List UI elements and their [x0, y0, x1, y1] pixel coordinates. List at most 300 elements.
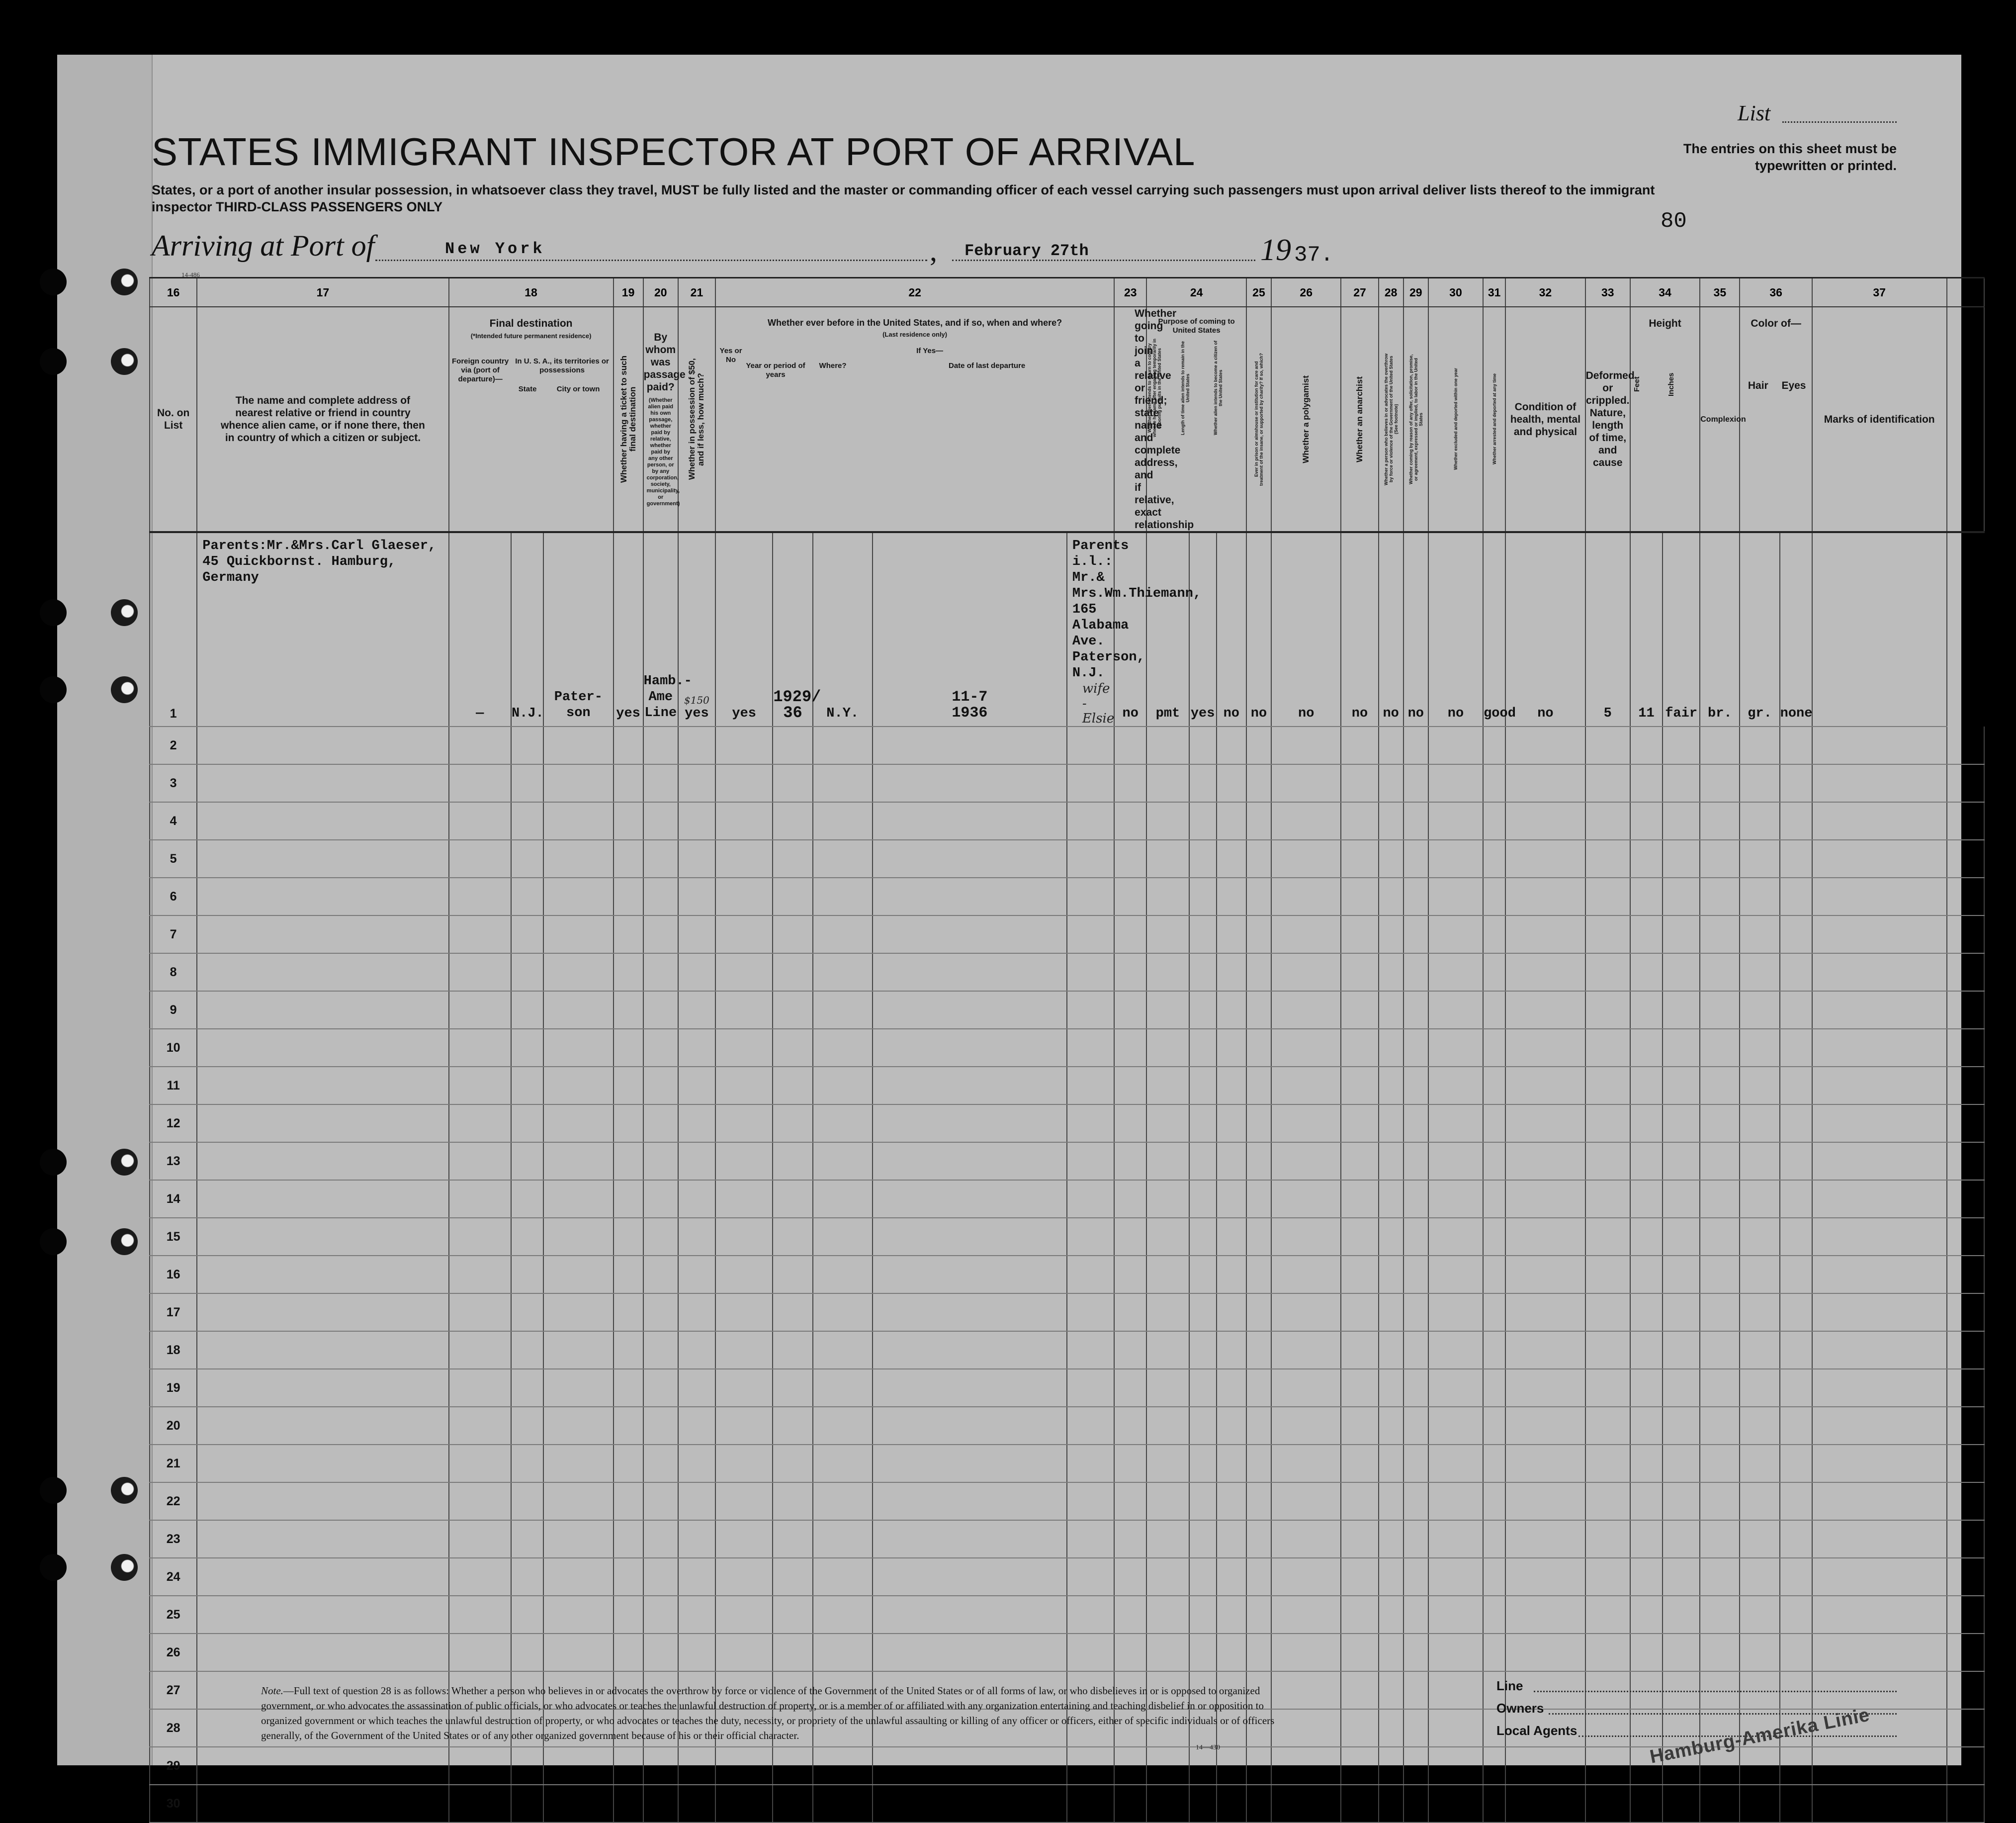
- table-cell: [1067, 1407, 1114, 1445]
- table-cell: [1379, 1785, 1403, 1823]
- table-cell: [773, 840, 812, 878]
- column-number: 16: [150, 278, 197, 307]
- table-cell: [1067, 1482, 1114, 1520]
- table-cell: [511, 1558, 543, 1596]
- table-cell: [449, 1634, 511, 1671]
- table-cell: [197, 1369, 448, 1407]
- table-cell: [643, 1407, 678, 1445]
- table-cell: [614, 1634, 643, 1671]
- table-row: [150, 915, 1984, 953]
- money-answer: yes: [685, 706, 709, 721]
- table-cell: [715, 1558, 773, 1596]
- table-cell: [1067, 1331, 1114, 1369]
- column-number: 28: [1379, 278, 1403, 307]
- before-in-us-value: yes: [715, 532, 773, 727]
- table-cell: [873, 1407, 1067, 1445]
- table-cell: [1379, 1445, 1403, 1482]
- table-cell: [1403, 1634, 1428, 1671]
- table-cell: [773, 1445, 812, 1482]
- table-cell: [1271, 1520, 1341, 1558]
- table-cell: [678, 1067, 715, 1104]
- money-handwritten: $150: [684, 694, 709, 706]
- table-cell: [1217, 1104, 1246, 1142]
- arrested-label: Whether arrested and deported at any time: [1491, 373, 1497, 465]
- table-cell: [1505, 953, 1585, 991]
- table-cell: [1189, 1331, 1217, 1369]
- table-cell: [1585, 915, 1630, 953]
- table-cell: [1114, 1369, 1146, 1407]
- table-cell: [1114, 1256, 1146, 1293]
- table-cell: [1740, 1520, 1779, 1558]
- table-cell: [614, 727, 643, 764]
- table-cell: [678, 1445, 715, 1482]
- column-number: 32: [1505, 278, 1585, 307]
- table-cell: [511, 878, 543, 915]
- table-cell: [643, 840, 678, 878]
- table-cell: [715, 953, 773, 991]
- table-cell: [715, 1104, 773, 1142]
- table-cell: [543, 802, 613, 840]
- row-number: 16: [150, 1256, 197, 1293]
- table-cell: [449, 1369, 511, 1407]
- table-cell: [715, 727, 773, 764]
- table-cell: [1505, 1104, 1585, 1142]
- table-cell: [1630, 764, 1663, 802]
- table-cell: [1947, 1634, 1984, 1671]
- table-cell: [1403, 802, 1428, 840]
- header-marks: Marks of identification: [1812, 307, 1947, 532]
- table-cell: [1780, 802, 1812, 840]
- table-cell: [1700, 1218, 1740, 1256]
- table-cell: [1403, 878, 1428, 915]
- table-cell: [1505, 991, 1585, 1029]
- table-cell: [1585, 1293, 1630, 1331]
- table-cell: [1428, 953, 1483, 991]
- period-label: Year or period of years: [746, 362, 805, 379]
- table-cell: [1114, 1180, 1146, 1218]
- table-cell: [1271, 1369, 1341, 1407]
- table-cell: [1217, 1180, 1246, 1218]
- row-number: 27: [150, 1671, 197, 1709]
- column-number: 29: [1403, 278, 1428, 307]
- table-cell: [1428, 1520, 1483, 1558]
- yes-no-label: Yes or No: [719, 347, 742, 364]
- table-cell: [643, 1558, 678, 1596]
- table-cell: [643, 953, 678, 991]
- table-cell: [813, 1067, 873, 1104]
- table-cell: [1947, 840, 1984, 878]
- table-cell: [1189, 1785, 1217, 1823]
- table-cell: [1585, 1331, 1630, 1369]
- table-cell: [1663, 1331, 1700, 1369]
- table-cell: [1189, 1445, 1217, 1482]
- table-cell: [1246, 1029, 1271, 1067]
- table-cell: [1146, 1293, 1189, 1331]
- table-cell: [1246, 1747, 1271, 1785]
- table-cell: [1780, 915, 1812, 953]
- table-cell: [1483, 1634, 1505, 1671]
- column-number: 23: [1114, 278, 1146, 307]
- table-cell: [715, 1293, 773, 1331]
- table-cell: [1067, 1029, 1114, 1067]
- table-cell: [1947, 1256, 1984, 1293]
- eyes-label: Eyes: [1781, 380, 1806, 391]
- table-cell: [1403, 840, 1428, 878]
- row-number: 14: [150, 1180, 197, 1218]
- table-cell: [543, 1445, 613, 1482]
- table-cell: [1189, 1256, 1217, 1293]
- table-cell: [1812, 1558, 1947, 1596]
- table-row: [150, 878, 1984, 915]
- table-cell: [1585, 1067, 1630, 1104]
- column-number-row: [150, 278, 1984, 307]
- table-cell: [1663, 1067, 1700, 1104]
- table-cell: [614, 840, 643, 878]
- table-cell: [1379, 764, 1403, 802]
- table-cell: [813, 840, 873, 878]
- offer-label: Whether coming by reason of any offer, solicitation, promise, or agreement, expressed or implied, to labor in the United States: [1408, 354, 1423, 484]
- table-cell: [511, 1180, 543, 1218]
- table-cell: [1246, 727, 1271, 764]
- table-cell: [1780, 1104, 1812, 1142]
- table-cell: [1740, 1445, 1779, 1482]
- table-cell: [543, 1634, 613, 1671]
- table-cell: [1217, 1747, 1246, 1785]
- table-cell: [1217, 1785, 1246, 1823]
- line-label: Line: [1496, 1678, 1523, 1693]
- table-cell: [1780, 1671, 1812, 1709]
- table-cell: [449, 1104, 511, 1142]
- table-cell: [1146, 802, 1189, 840]
- table-cell: [197, 1029, 448, 1067]
- page-number: 80: [1661, 209, 1687, 234]
- table-cell: [1947, 1029, 1984, 1067]
- table-cell: [1630, 1104, 1663, 1142]
- column-number: 18: [449, 278, 614, 307]
- table-cell: [1189, 878, 1217, 915]
- table-cell: [873, 1029, 1067, 1067]
- table-cell: [1947, 1218, 1984, 1256]
- money-label: Whether in possession of $50, and if less, how much?: [687, 358, 706, 480]
- table-cell: [511, 802, 543, 840]
- table-cell: [1947, 1293, 1984, 1331]
- final-destination-subtitle: (*Intended future permanent residence): [470, 332, 592, 340]
- table-cell: [1341, 1180, 1378, 1218]
- table-cell: [1341, 1445, 1378, 1482]
- table-cell: [1483, 1596, 1505, 1634]
- table-cell: [1663, 1785, 1700, 1823]
- table-cell: [1505, 727, 1585, 764]
- inches-value: 11: [1630, 532, 1663, 727]
- table-cell: [197, 915, 448, 953]
- table-cell: [643, 1747, 678, 1785]
- table-cell: [614, 1785, 643, 1823]
- table-cell: [1585, 1369, 1630, 1407]
- table-cell: [1146, 1482, 1189, 1520]
- row-number: 29: [150, 1747, 197, 1785]
- table-cell: [678, 1256, 715, 1293]
- table-cell: [449, 727, 511, 764]
- table-cell: [1189, 1747, 1217, 1785]
- header-no-on-list: No. on List: [150, 307, 197, 532]
- column-number: 31: [1483, 278, 1505, 307]
- purpose-return-label: Whether alien intends to return to country whence he came after engaging temporarily in laboring pursuits in the United States: [1147, 338, 1162, 438]
- excluded-value: no: [1403, 532, 1428, 727]
- table-cell: [1505, 1558, 1585, 1596]
- column-number: 22: [715, 278, 1114, 307]
- table-cell: [614, 764, 643, 802]
- table-cell: [1217, 1142, 1246, 1180]
- table-cell: [1585, 1218, 1630, 1256]
- table-cell: [773, 1558, 812, 1596]
- destination-city: Pater- son: [543, 532, 613, 727]
- table-cell: [1067, 915, 1114, 953]
- inches-label: Inches: [1667, 372, 1676, 396]
- money-value: [678, 532, 715, 727]
- table-cell: [1271, 1482, 1341, 1520]
- table-cell: [1700, 802, 1740, 840]
- table-cell: [1483, 1256, 1505, 1293]
- header-overthrow: [1379, 307, 1403, 532]
- table-cell: [1341, 1634, 1378, 1671]
- table-cell: [1114, 1293, 1146, 1331]
- table-cell: [1246, 1785, 1271, 1823]
- table-cell: [715, 991, 773, 1029]
- row-number: 22: [150, 1482, 197, 1520]
- table-cell: [1740, 1218, 1779, 1256]
- table-cell: [511, 764, 543, 802]
- table-cell: [1067, 1634, 1114, 1671]
- table-cell: [449, 1558, 511, 1596]
- table-cell: [1428, 1558, 1483, 1596]
- table-cell: [197, 1293, 448, 1331]
- table-cell: [873, 1218, 1067, 1256]
- table-cell: [1812, 991, 1947, 1029]
- table-cell: [1067, 878, 1114, 915]
- table-cell: [543, 1407, 613, 1445]
- table-cell: [773, 1785, 812, 1823]
- table-cell: [1663, 953, 1700, 991]
- table-cell: [1428, 1293, 1483, 1331]
- table-cell: [614, 991, 643, 1029]
- table-cell: [643, 1293, 678, 1331]
- table-cell: [511, 1596, 543, 1634]
- table-cell: [1585, 1142, 1630, 1180]
- table-cell: [1947, 1445, 1984, 1482]
- table-cell: [1428, 1331, 1483, 1369]
- table-cell: [1780, 1142, 1812, 1180]
- table-cell: [1067, 991, 1114, 1029]
- table-cell: [1341, 878, 1378, 915]
- table-cell: [1812, 764, 1947, 802]
- table-cell: [614, 1482, 643, 1520]
- table-cell: [614, 953, 643, 991]
- table-cell: [1428, 1785, 1483, 1823]
- table-cell: [449, 1218, 511, 1256]
- table-cell: [1379, 1180, 1403, 1218]
- table-cell: [1663, 878, 1700, 915]
- table-cell: [1585, 953, 1630, 991]
- table-cell: [678, 1029, 715, 1067]
- table-cell: [543, 1029, 613, 1067]
- table-cell: [643, 1142, 678, 1180]
- table-cell: [643, 727, 678, 764]
- table-cell: [643, 915, 678, 953]
- table-cell: [1483, 878, 1505, 915]
- table-cell: [1740, 1596, 1779, 1634]
- table-cell: [1246, 1293, 1271, 1331]
- table-cell: [1114, 1747, 1146, 1785]
- table-cell: [1428, 991, 1483, 1029]
- table-cell: [1812, 1104, 1947, 1142]
- table-cell: [1947, 1785, 1984, 1823]
- table-cell: [511, 1142, 543, 1180]
- table-cell: [1379, 1558, 1403, 1596]
- purpose-citizen-value: yes: [1189, 532, 1217, 727]
- table-cell: [1740, 991, 1779, 1029]
- table-cell: [1428, 915, 1483, 953]
- table-cell: [1403, 764, 1428, 802]
- table-cell: [197, 1445, 448, 1482]
- table-cell: [813, 915, 873, 953]
- table-cell: [1217, 953, 1246, 991]
- table-cell: [1403, 1369, 1428, 1407]
- table-cell: [1780, 764, 1812, 802]
- table-cell: [773, 991, 812, 1029]
- table-cell: [449, 915, 511, 953]
- table-cell: [1379, 915, 1403, 953]
- table-cell: [1483, 915, 1505, 953]
- overthrow-label: Whether a person who believes in or advocates the overthrow by force or violence of the Government of the United States (See footnote): [1383, 353, 1399, 485]
- table-cell: [715, 1634, 773, 1671]
- punch-hole: [40, 1554, 67, 1581]
- table-cell: [1379, 953, 1403, 991]
- table-cell: [1585, 1104, 1630, 1142]
- table-cell: [1483, 1482, 1505, 1520]
- table-cell: [1740, 1482, 1779, 1520]
- table-cell: [873, 1445, 1067, 1482]
- table-cell: [1663, 1482, 1700, 1520]
- table-cell: [511, 1067, 543, 1104]
- table-cell: [1947, 1482, 1984, 1520]
- table-cell: [643, 878, 678, 915]
- table-cell: [1663, 1671, 1700, 1709]
- table-cell: [1428, 1482, 1483, 1520]
- table-cell: [1663, 1104, 1700, 1142]
- table-cell: [1505, 802, 1585, 840]
- table-cell: [1947, 1180, 1984, 1218]
- table-cell: [1663, 1445, 1700, 1482]
- table-cell: [1146, 1407, 1189, 1445]
- table-cell: [1146, 1180, 1189, 1218]
- joining-handwritten: wife - Elsie: [1082, 681, 1115, 726]
- table-cell: [813, 1785, 873, 1823]
- punch-hole: [111, 1554, 138, 1581]
- table-cell: [1947, 727, 1984, 764]
- table-cell: [1341, 1482, 1378, 1520]
- table-cell: [1189, 1407, 1217, 1445]
- punch-hole: [40, 1477, 67, 1504]
- table-cell: [1428, 1104, 1483, 1142]
- table-cell: [614, 1180, 643, 1218]
- table-cell: [614, 1218, 643, 1256]
- table-cell: [1379, 1029, 1403, 1067]
- punch-hole: [40, 1149, 67, 1176]
- table-row: [150, 1445, 1984, 1482]
- table-row: [150, 953, 1984, 991]
- row-number: 5: [150, 840, 197, 878]
- table-cell: [1483, 1180, 1505, 1218]
- table-cell: [1505, 1369, 1585, 1407]
- table-cell: [1246, 1331, 1271, 1369]
- table-cell: [543, 1180, 613, 1218]
- color-title: Color of—: [1751, 318, 1801, 329]
- table-cell: [1428, 1709, 1483, 1747]
- table-cell: [1585, 1558, 1630, 1596]
- table-cell: [1585, 878, 1630, 915]
- table-cell: [1341, 727, 1378, 764]
- table-cell: [1780, 1596, 1812, 1634]
- table-cell: [614, 1331, 643, 1369]
- period-value: 1929/ 36: [773, 532, 812, 727]
- row-number: 13: [150, 1142, 197, 1180]
- table-cell: [773, 802, 812, 840]
- table-cell: [1630, 1558, 1663, 1596]
- table-cell: [543, 1520, 613, 1558]
- table-cell: [773, 1596, 812, 1634]
- table-cell: [813, 1558, 873, 1596]
- table-cell: [1217, 840, 1246, 878]
- table-cell: [873, 1747, 1067, 1785]
- polygamist-label: Whether a polygamist: [1301, 375, 1311, 463]
- table-cell: [1403, 1142, 1428, 1180]
- table-cell: [1246, 1558, 1271, 1596]
- table-cell: [1114, 1142, 1146, 1180]
- table-cell: [1114, 802, 1146, 840]
- punch-hole: [40, 348, 67, 375]
- destination-state: N.J.: [511, 532, 543, 727]
- table-cell: [1246, 878, 1271, 915]
- table-cell: [1812, 1445, 1947, 1482]
- line-stamp: Hamburg-Amerika Linie: [1648, 1704, 1872, 1768]
- table-cell: [614, 1142, 643, 1180]
- table-cell: [1217, 1331, 1246, 1369]
- table-cell: [1379, 1104, 1403, 1142]
- table-cell: [1114, 1482, 1146, 1520]
- table-cell: [1146, 953, 1189, 991]
- table-cell: [1114, 840, 1146, 878]
- table-cell: [1341, 764, 1378, 802]
- arrival-date: February 27th: [964, 242, 1089, 260]
- table-cell: [678, 1520, 715, 1558]
- purpose-title: Purpose of coming to United States: [1158, 317, 1235, 335]
- table-cell: [1505, 840, 1585, 878]
- table-cell: [1271, 1218, 1341, 1256]
- table-cell: [543, 1747, 613, 1785]
- table-cell: [1947, 1142, 1984, 1180]
- foreign-country: —: [449, 532, 511, 727]
- table-cell: [197, 727, 448, 764]
- table-cell: [1403, 1520, 1428, 1558]
- table-cell: [1585, 727, 1630, 764]
- table-cell: [1189, 764, 1217, 802]
- marks-value: none: [1780, 532, 1812, 727]
- table-cell: [1630, 727, 1663, 764]
- table-cell: [1780, 1407, 1812, 1445]
- table-cell: [1403, 1671, 1428, 1709]
- table-cell: [1146, 1445, 1189, 1482]
- table-cell: [1585, 1596, 1630, 1634]
